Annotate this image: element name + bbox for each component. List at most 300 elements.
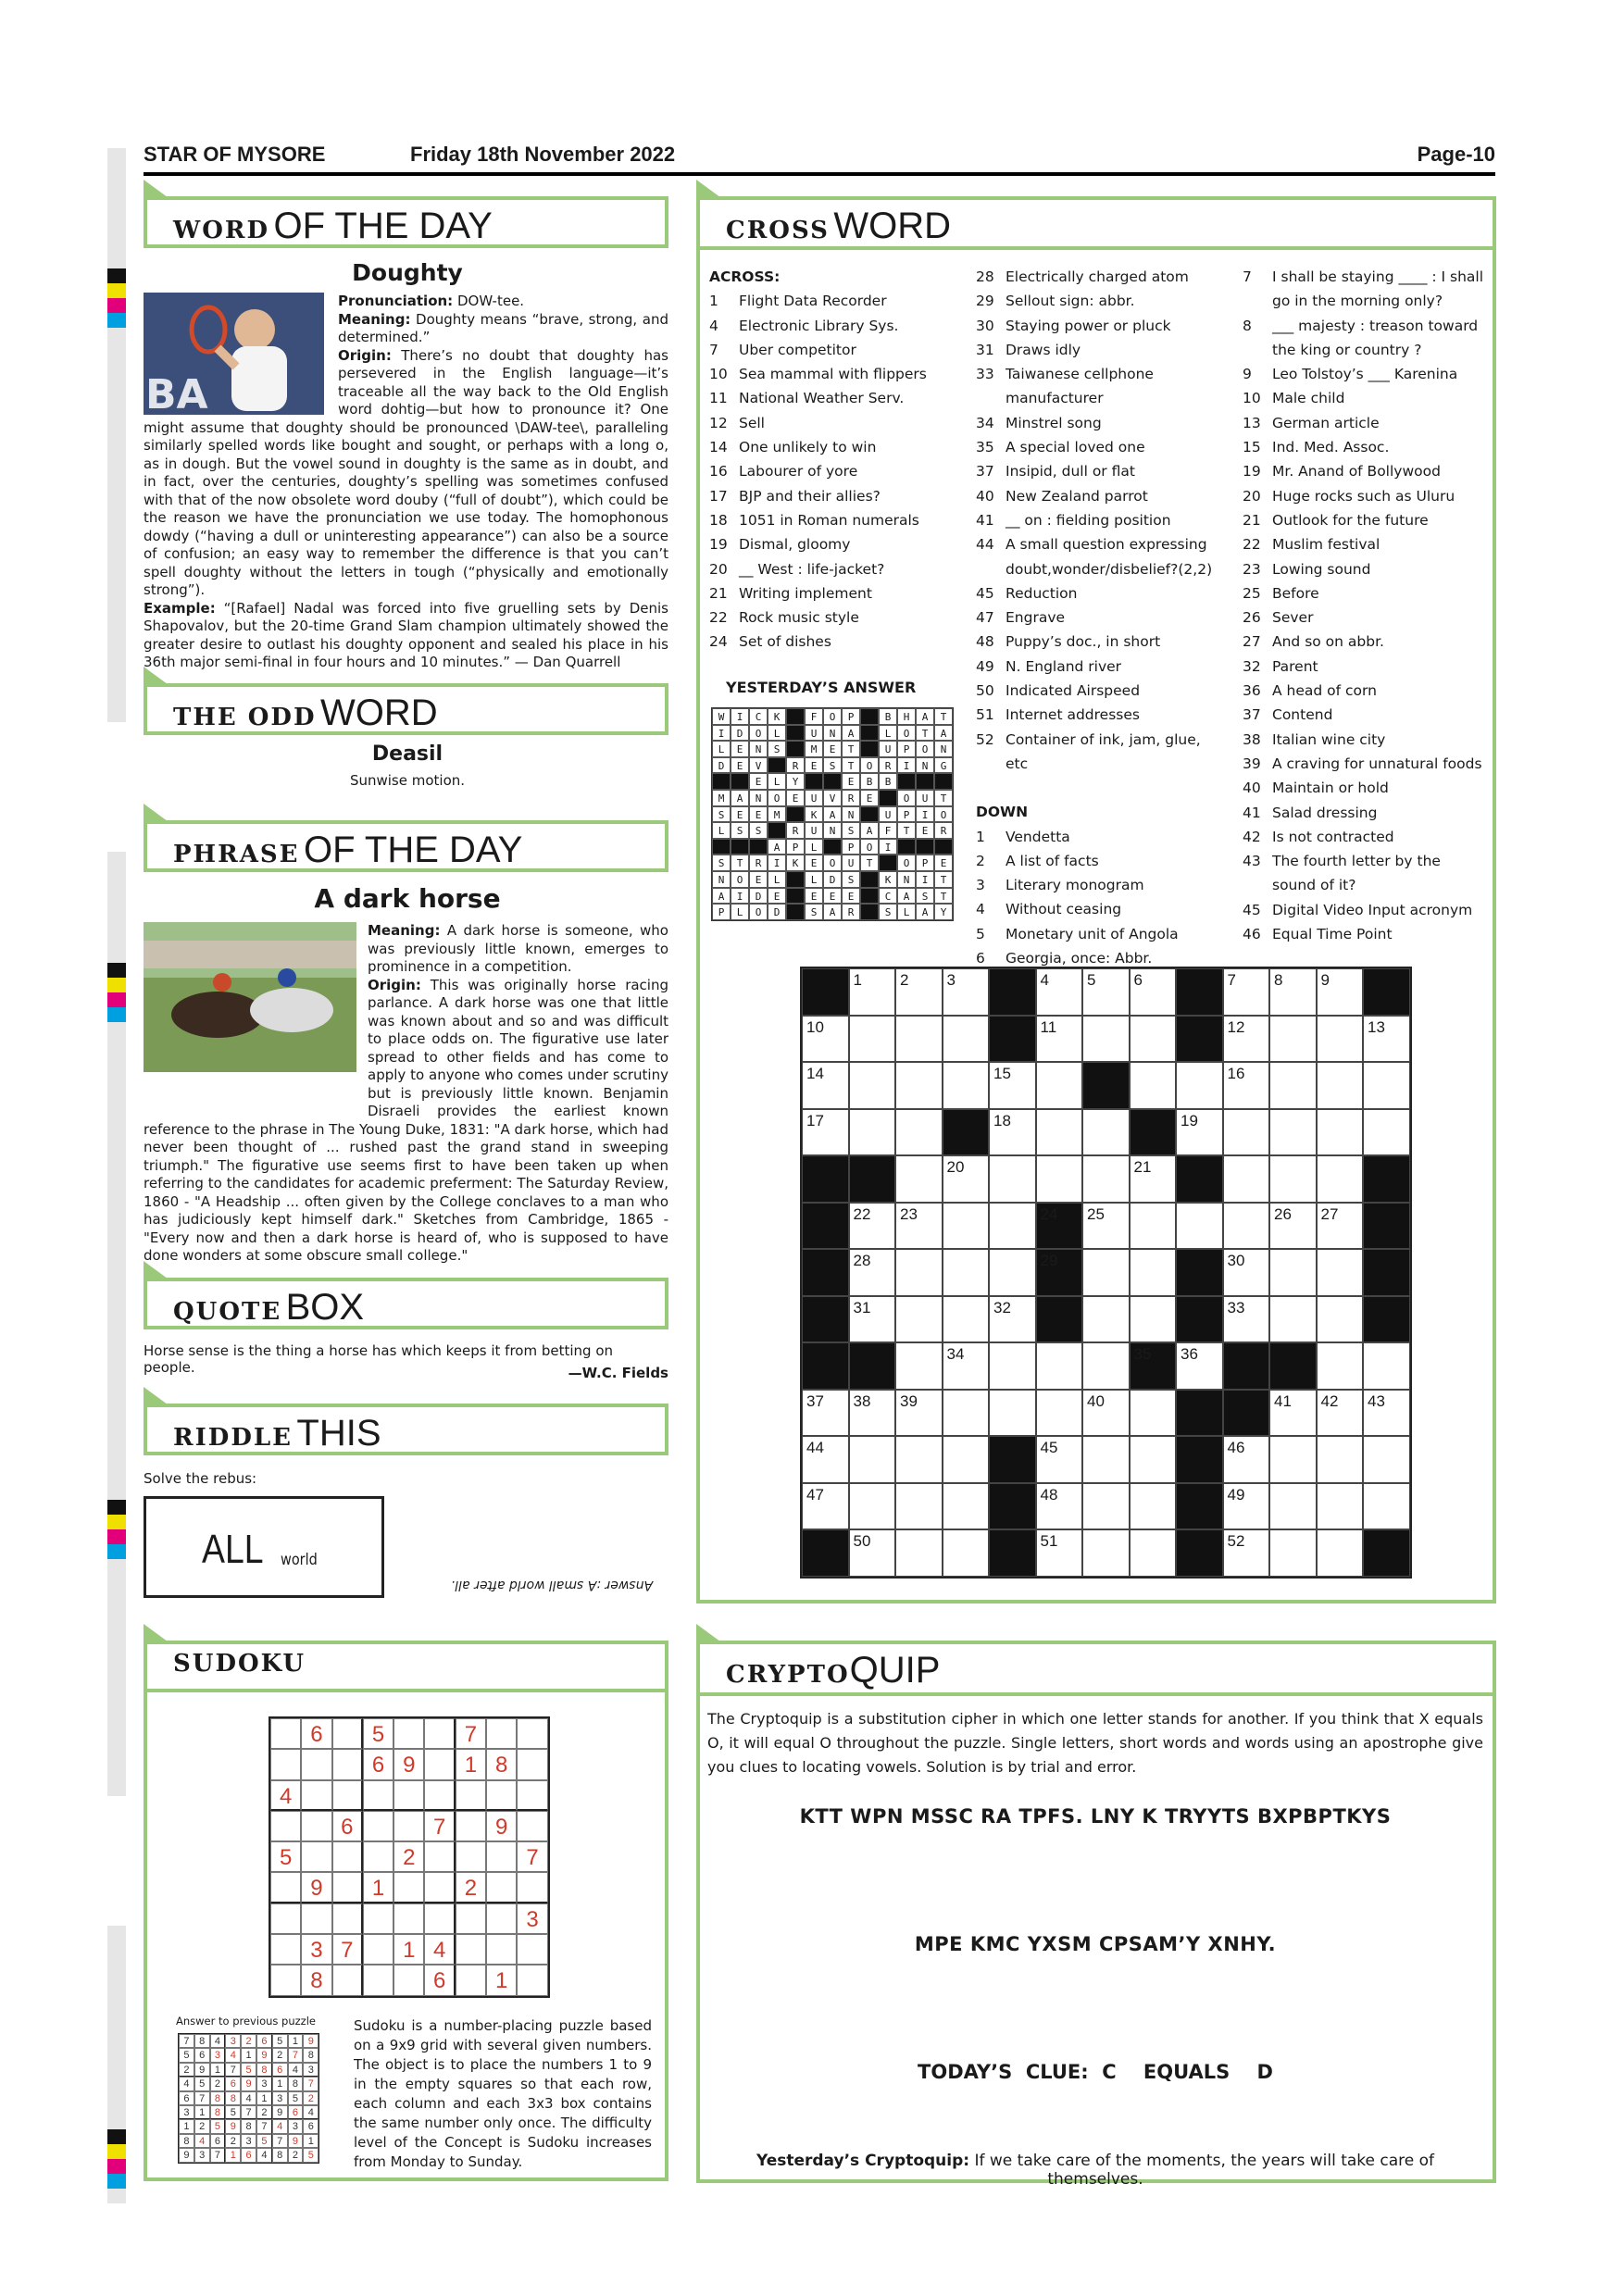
answer-cell: T <box>934 790 953 806</box>
clue-number: 10 <box>709 366 728 383</box>
crossword-cell[interactable] <box>1082 1249 1130 1296</box>
crossword-cell[interactable] <box>802 1390 849 1437</box>
crossword-cell[interactable] <box>943 1062 990 1109</box>
masthead <box>144 139 1495 176</box>
sudoku-empty-cell[interactable] <box>332 1780 363 1811</box>
crossword-cell[interactable] <box>895 1436 943 1483</box>
crossword-cell[interactable] <box>1317 1249 1364 1296</box>
clue-item <box>976 435 1226 459</box>
crossword-cell[interactable] <box>1176 1109 1223 1156</box>
sudoku-empty-cell[interactable] <box>270 1749 301 1779</box>
crossword-cell[interactable] <box>895 1203 943 1250</box>
crossword-cell[interactable] <box>943 1203 990 1250</box>
clue-item <box>1243 605 1485 630</box>
black-square <box>802 968 849 1016</box>
crossword-cell[interactable] <box>1036 1529 1083 1577</box>
crossword-cell[interactable] <box>943 1436 990 1483</box>
sudoku-empty-cell[interactable] <box>394 1903 424 1934</box>
clue-item <box>976 897 1226 921</box>
crossword-cell[interactable] <box>1317 1062 1364 1109</box>
crossword-cell[interactable] <box>1130 1483 1177 1530</box>
answer-cell: L <box>879 725 897 742</box>
sudoku-given-cell: 7 <box>424 1811 455 1841</box>
sudoku-empty-cell[interactable] <box>517 1811 547 1841</box>
crossword-cell[interactable] <box>849 1062 896 1109</box>
answer-cell: 5 <box>241 2063 256 2077</box>
black-square <box>1130 1342 1177 1390</box>
sudoku-empty-cell[interactable] <box>363 1934 394 1965</box>
sudoku-empty-cell[interactable] <box>456 1903 486 1934</box>
black-square <box>1176 1249 1223 1296</box>
crossword-cell[interactable] <box>1269 1529 1317 1577</box>
sudoku-empty-cell[interactable] <box>363 1811 394 1841</box>
crossword-cell[interactable] <box>1269 968 1317 1016</box>
crossword-cell[interactable] <box>849 1109 896 1156</box>
sudoku-empty-cell[interactable] <box>517 1934 547 1965</box>
sudoku-empty-cell[interactable] <box>270 1872 301 1903</box>
crossword-cell[interactable] <box>1269 1016 1317 1063</box>
black-square <box>802 1342 849 1390</box>
crossword-cell[interactable] <box>1130 1062 1177 1109</box>
sudoku-empty-cell[interactable] <box>394 1718 424 1749</box>
answer-cell: N <box>712 871 731 888</box>
crossword-cell[interactable] <box>895 1296 943 1343</box>
crossword-cell[interactable] <box>989 1249 1036 1296</box>
crossword-cell[interactable] <box>1317 1483 1364 1530</box>
crossword-cell[interactable] <box>1223 1436 1270 1483</box>
crossword-cell[interactable] <box>1130 1390 1177 1437</box>
cell-number: 8 <box>1274 971 1283 989</box>
sudoku-empty-cell[interactable] <box>424 1718 455 1749</box>
crossword-cell[interactable] <box>1317 1109 1364 1156</box>
crossword-cell[interactable] <box>849 1436 896 1483</box>
clue-text: Electrically charged atom <box>1006 268 1189 285</box>
sudoku-empty-cell[interactable] <box>456 1841 486 1872</box>
clue-number: 17 <box>709 487 728 505</box>
answer-cell: S <box>768 741 786 757</box>
quote-author: —W.C. Fields <box>568 1365 668 1381</box>
crossword-cell[interactable] <box>1082 968 1130 1016</box>
sudoku-empty-cell[interactable] <box>270 1811 301 1841</box>
black-square <box>786 708 805 725</box>
crossword-cell[interactable] <box>1317 1155 1364 1203</box>
crossword-cell[interactable] <box>1223 1249 1270 1296</box>
clue-text: Staying power or pluck <box>1006 317 1171 334</box>
crossword-cell[interactable] <box>1269 1249 1317 1296</box>
crossword-cell[interactable] <box>989 1296 1036 1343</box>
crossword-cell[interactable] <box>989 1062 1036 1109</box>
sudoku-empty-cell[interactable] <box>332 1749 363 1779</box>
crossword-cell[interactable] <box>1269 1203 1317 1250</box>
answer-cell: N <box>842 806 860 823</box>
clue-item <box>976 459 1226 483</box>
answer-cell: 1 <box>256 2091 272 2105</box>
crossword-cell[interactable] <box>1036 1109 1083 1156</box>
crossword-cell[interactable] <box>849 1016 896 1063</box>
sudoku-empty-cell[interactable] <box>517 1965 547 1995</box>
crossword-cell[interactable] <box>1223 1016 1270 1063</box>
answer-cell: M <box>712 790 731 806</box>
crossword-cell[interactable] <box>1269 1062 1317 1109</box>
registration-mark <box>107 298 126 313</box>
crossword-cell[interactable] <box>802 1062 849 1109</box>
sudoku-empty-cell[interactable] <box>486 1934 517 1965</box>
crossword-cell[interactable] <box>943 1342 990 1390</box>
crossword-cell[interactable] <box>802 1436 849 1483</box>
crossword-cell[interactable] <box>1269 1296 1317 1343</box>
registration-mark <box>107 2159 126 2174</box>
answer-cell: L <box>731 904 749 920</box>
across-label: ACROSS: <box>709 268 781 285</box>
cell-number: 31 <box>853 1298 871 1316</box>
sudoku-empty-cell[interactable] <box>456 1965 486 1995</box>
sudoku-answer-grid <box>178 2033 319 2164</box>
crossword-cell[interactable] <box>1317 1390 1364 1437</box>
clue-item <box>709 484 959 508</box>
clue-number: 23 <box>1243 560 1261 578</box>
sudoku-empty-cell[interactable] <box>424 1872 455 1903</box>
crossword-cell[interactable] <box>1223 1062 1270 1109</box>
clue-text: A craving for unnatural foods <box>1272 755 1482 772</box>
crossword-cell[interactable] <box>1269 1483 1317 1530</box>
crossword-cell[interactable] <box>1363 1062 1410 1109</box>
sudoku-empty-cell[interactable] <box>363 1841 394 1872</box>
crossword-cell[interactable] <box>1363 1016 1410 1063</box>
answer-cell: U <box>805 790 823 806</box>
clue-text: Huge rocks such as Uluru <box>1272 487 1455 505</box>
crossword-cell[interactable] <box>1130 1296 1177 1343</box>
crossword-cell[interactable] <box>1130 1155 1177 1203</box>
crossword-cell[interactable] <box>895 1342 943 1390</box>
sudoku-given-cell: 6 <box>424 1965 455 1995</box>
crossword-cell[interactable] <box>1317 1342 1364 1390</box>
crossword-cell[interactable] <box>989 1203 1036 1250</box>
sudoku-empty-cell[interactable] <box>363 1780 394 1811</box>
sudoku-empty-cell[interactable] <box>486 1903 517 1934</box>
sudoku-empty-cell[interactable] <box>363 1903 394 1934</box>
header-large: OF THE DAY <box>303 830 523 870</box>
cell-number: 33 <box>1227 1298 1245 1316</box>
clue-number: 46 <box>1243 926 1261 943</box>
answer-cell: 5 <box>225 2105 241 2119</box>
registration-mark <box>107 283 126 298</box>
sudoku-empty-cell[interactable] <box>301 1841 331 1872</box>
black-square <box>1176 1016 1223 1063</box>
crossword-cell[interactable] <box>943 1016 990 1063</box>
answer-cell: B <box>879 708 897 725</box>
margin-bar <box>107 852 126 1407</box>
sudoku-empty-cell[interactable] <box>486 1872 517 1903</box>
crossword-cell[interactable] <box>1036 1155 1083 1203</box>
crossword-cell[interactable] <box>1130 968 1177 1016</box>
sudoku-empty-cell[interactable] <box>301 1903 331 1934</box>
crossword-cell[interactable] <box>943 1390 990 1437</box>
meaning-label: Meaning: <box>338 310 411 328</box>
sudoku-empty-cell[interactable] <box>301 1749 331 1779</box>
crossword-cell[interactable] <box>943 1155 990 1203</box>
answer-cell: 8 <box>241 2119 256 2133</box>
cell-number: 14 <box>806 1065 824 1082</box>
crossword-cell[interactable] <box>849 1483 896 1530</box>
clue-text: Engrave <box>1006 609 1066 627</box>
crossword-cell[interactable] <box>895 1249 943 1296</box>
crossword-cell[interactable] <box>1082 1109 1130 1156</box>
crossword-cell[interactable] <box>1130 1529 1177 1577</box>
crossword-cell[interactable] <box>849 1296 896 1343</box>
crossword-cell[interactable] <box>1223 968 1270 1016</box>
answer-cell: E <box>842 773 860 790</box>
crossword-cell[interactable] <box>1036 1436 1083 1483</box>
sudoku-empty-cell[interactable] <box>394 1811 424 1841</box>
crossword-cell[interactable] <box>849 1249 896 1296</box>
crossword-cell[interactable] <box>1176 1062 1223 1109</box>
rebus-big: ALL <box>202 1527 264 1572</box>
crossword-cell[interactable] <box>895 1155 943 1203</box>
crossword-cell[interactable] <box>895 1016 943 1063</box>
crossword-cell[interactable] <box>989 1155 1036 1203</box>
answer-cell: 5 <box>179 2048 194 2062</box>
sudoku-empty-cell[interactable] <box>424 1780 455 1811</box>
crossword-cell[interactable] <box>1082 1203 1130 1250</box>
sudoku-empty-cell[interactable] <box>517 1780 547 1811</box>
sudoku-empty-cell[interactable] <box>363 1965 394 1995</box>
clue-number: 22 <box>709 609 728 627</box>
cell-number: 28 <box>853 1252 871 1269</box>
crossword-cell[interactable] <box>895 1062 943 1109</box>
crossword-cell[interactable] <box>895 968 943 1016</box>
sudoku-empty-cell[interactable] <box>332 1841 363 1872</box>
header-large: QUIP <box>849 1650 941 1691</box>
answer-cell: E <box>749 871 768 888</box>
crossword-cell[interactable] <box>802 1483 849 1530</box>
crossword-cell[interactable] <box>1036 968 1083 1016</box>
crossword-cell[interactable] <box>1082 1342 1130 1390</box>
crossword-cell[interactable] <box>1223 1109 1270 1156</box>
crossword-cell[interactable] <box>1363 1342 1410 1390</box>
cell-number: 15 <box>993 1065 1011 1082</box>
answer-cell: 4 <box>225 2048 241 2062</box>
answer-cell: O <box>916 741 934 757</box>
crossword-cell[interactable] <box>1082 1483 1130 1530</box>
crossword-cell[interactable] <box>1317 1203 1364 1250</box>
sudoku-given-cell: 1 <box>394 1934 424 1965</box>
crossword-cell[interactable] <box>1036 1390 1083 1437</box>
crossword-cell[interactable] <box>1223 1483 1270 1530</box>
crossword-cell[interactable] <box>1082 1529 1130 1577</box>
answer-cell: 7 <box>194 2091 210 2105</box>
clue-text: Parent <box>1272 657 1318 675</box>
clue-number: 51 <box>976 706 994 724</box>
cell-number: 51 <box>1040 1532 1058 1550</box>
clue-number: 20 <box>709 560 728 578</box>
answer-cell: I <box>731 708 749 725</box>
crossword-cell[interactable] <box>1317 1296 1364 1343</box>
sudoku-empty-cell[interactable] <box>332 1903 363 1934</box>
sudoku-empty-cell[interactable] <box>394 1780 424 1811</box>
crossword-cell[interactable] <box>1317 1436 1364 1483</box>
crossword-cell[interactable] <box>1223 1296 1270 1343</box>
crossword-cell[interactable] <box>1130 1203 1177 1250</box>
clue-item <box>976 605 1226 630</box>
crossword-cell[interactable] <box>1036 1016 1083 1063</box>
crossword-cell[interactable] <box>802 1109 849 1156</box>
crossword-cell[interactable] <box>1036 1342 1083 1390</box>
sudoku-empty-cell[interactable] <box>456 1811 486 1841</box>
sudoku-empty-cell[interactable] <box>517 1749 547 1779</box>
cell-number: 11 <box>1040 1017 1057 1036</box>
answer-cell: 8 <box>225 2091 241 2105</box>
clue-text: One unlikely to win <box>739 439 877 456</box>
crossword-cell[interactable] <box>943 1483 990 1530</box>
crossword-cell[interactable] <box>1130 1436 1177 1483</box>
crossword-cell[interactable] <box>895 1109 943 1156</box>
answer-cell: 4 <box>179 2077 194 2090</box>
crossword-cell[interactable] <box>943 968 990 1016</box>
cell-number: 44 <box>806 1439 824 1456</box>
sudoku-empty-cell[interactable] <box>456 1780 486 1811</box>
yesterday-crossword-grid <box>711 707 954 921</box>
sudoku-empty-cell[interactable] <box>332 1872 363 1903</box>
crossword-cell[interactable] <box>989 1342 1036 1390</box>
sudoku-empty-cell[interactable] <box>456 1934 486 1965</box>
black-square <box>823 773 842 790</box>
crossword-cell[interactable] <box>1363 1436 1410 1483</box>
sudoku-empty-cell[interactable] <box>270 1965 301 1995</box>
crossword-cell[interactable] <box>1082 1016 1130 1063</box>
crossword-cell[interactable] <box>1223 1155 1270 1203</box>
crossword-cell[interactable] <box>1176 1203 1223 1250</box>
clue-number: 30 <box>976 317 994 334</box>
sudoku-empty-cell[interactable] <box>270 1934 301 1965</box>
sudoku-empty-cell[interactable] <box>332 1718 363 1749</box>
sudoku-empty-cell[interactable] <box>486 1841 517 1872</box>
crossword-cell[interactable] <box>1269 1155 1317 1203</box>
sudoku-empty-cell[interactable] <box>517 1872 547 1903</box>
cryptoquip-clue: TODAY’S CLUE: C EQUALS D <box>918 2061 1273 2083</box>
crossword-cell[interactable] <box>1130 1016 1177 1063</box>
crossword-cell[interactable] <box>989 1390 1036 1437</box>
crossword-cell[interactable] <box>1317 968 1364 1016</box>
clue-number: 21 <box>1243 511 1261 529</box>
answer-cell: L <box>768 773 786 790</box>
answer-cell: 7 <box>179 2034 194 2048</box>
crossword-cell[interactable] <box>849 1203 896 1250</box>
crossword-cell[interactable] <box>1363 1483 1410 1530</box>
sudoku-given-cell: 1 <box>456 1749 486 1779</box>
clue-text: Insipid, dull or flat <box>1006 463 1135 480</box>
crossword-cell[interactable] <box>1130 1249 1177 1296</box>
clue-item <box>1243 679 1485 703</box>
crossword-cell[interactable] <box>1317 1016 1364 1063</box>
crossword-cell[interactable] <box>895 1529 943 1577</box>
black-square <box>802 1249 849 1296</box>
clue-number: 44 <box>976 536 994 554</box>
sudoku-empty-cell[interactable] <box>394 1872 424 1903</box>
crossword-cell[interactable] <box>1269 1436 1317 1483</box>
answer-cell: O <box>768 790 786 806</box>
clue-item <box>1243 898 1485 922</box>
answer-cell: M <box>768 806 786 823</box>
crossword-cell[interactable] <box>849 1529 896 1577</box>
sudoku-empty-cell[interactable] <box>486 1718 517 1749</box>
crossword-cell[interactable] <box>1269 1390 1317 1437</box>
crossword-cell[interactable] <box>1082 1155 1130 1203</box>
crossword-cell[interactable] <box>1363 1109 1410 1156</box>
crossword-cell[interactable] <box>1317 1529 1364 1577</box>
crossword-cell[interactable] <box>1223 1203 1270 1250</box>
crossword-cell[interactable] <box>943 1249 990 1296</box>
answer-cell: S <box>842 822 860 839</box>
crossword-cell[interactable] <box>1269 1109 1317 1156</box>
crossword-cell[interactable] <box>1036 1483 1083 1530</box>
sudoku-empty-cell[interactable] <box>301 1780 331 1811</box>
answer-cell: I <box>916 806 934 823</box>
sudoku-empty-cell[interactable] <box>517 1718 547 1749</box>
crossword-cell[interactable] <box>1082 1390 1130 1437</box>
black-square <box>786 741 805 757</box>
answer-cell: U <box>805 725 823 742</box>
sudoku-empty-cell[interactable] <box>486 1780 517 1811</box>
black-square <box>786 871 805 888</box>
clue-text: Ind. Med. Assoc. <box>1272 439 1390 456</box>
answer-cell: I <box>879 839 897 855</box>
crossword-cell[interactable] <box>943 1529 990 1577</box>
crossword-grid[interactable] <box>800 967 1412 1578</box>
riddle-answer: Answer :A small world after all. <box>450 1578 654 1592</box>
crossword-cell[interactable] <box>849 968 896 1016</box>
black-square <box>879 790 897 806</box>
answer-cell: 9 <box>256 2048 272 2062</box>
clue-text: Set of dishes <box>739 633 831 651</box>
crossword-cell[interactable] <box>895 1390 943 1437</box>
crossword-cell[interactable] <box>802 1016 849 1063</box>
sudoku-empty-cell[interactable] <box>424 1841 455 1872</box>
clue-text: N. England river <box>1006 657 1122 675</box>
answer-cell: N <box>749 790 768 806</box>
clue-number: 39 <box>1243 755 1261 772</box>
crossword-cell[interactable] <box>1176 1342 1223 1390</box>
sudoku-empty-cell[interactable] <box>301 1811 331 1841</box>
clue-item <box>976 338 1226 362</box>
crossword-cell[interactable] <box>849 1390 896 1437</box>
cell-number: 19 <box>1181 1111 1198 1129</box>
answer-cell: E <box>823 888 842 905</box>
cell-number: 43 <box>1368 1391 1385 1410</box>
crossword-cell[interactable] <box>1082 1436 1130 1483</box>
sudoku-empty-cell[interactable] <box>332 1965 363 1995</box>
clue-number: 4 <box>709 317 718 334</box>
clue-item <box>709 289 959 313</box>
answer-cell: 8 <box>179 2134 194 2148</box>
sudoku-empty-cell[interactable] <box>270 1903 301 1934</box>
sudoku-empty-cell[interactable] <box>424 1749 455 1779</box>
crossword-cell[interactable] <box>895 1483 943 1530</box>
crossword-cell[interactable] <box>943 1296 990 1343</box>
crossword-cell[interactable] <box>1223 1529 1270 1577</box>
clue-item <box>976 849 1226 873</box>
sudoku-empty-cell[interactable] <box>424 1903 455 1934</box>
crossword-cell[interactable] <box>989 1109 1036 1156</box>
sudoku-empty-cell[interactable] <box>394 1965 424 1995</box>
crossword-cell[interactable] <box>1363 1390 1410 1437</box>
sudoku-empty-cell[interactable] <box>270 1718 301 1749</box>
answer-cell: 4 <box>288 2063 304 2077</box>
sudoku-grid[interactable] <box>269 1716 550 1998</box>
answer-cell: T <box>916 725 934 742</box>
crossword-cell[interactable] <box>1082 1296 1130 1343</box>
clue-number: 7 <box>1243 268 1252 285</box>
crossword-cell[interactable] <box>1036 1062 1083 1109</box>
